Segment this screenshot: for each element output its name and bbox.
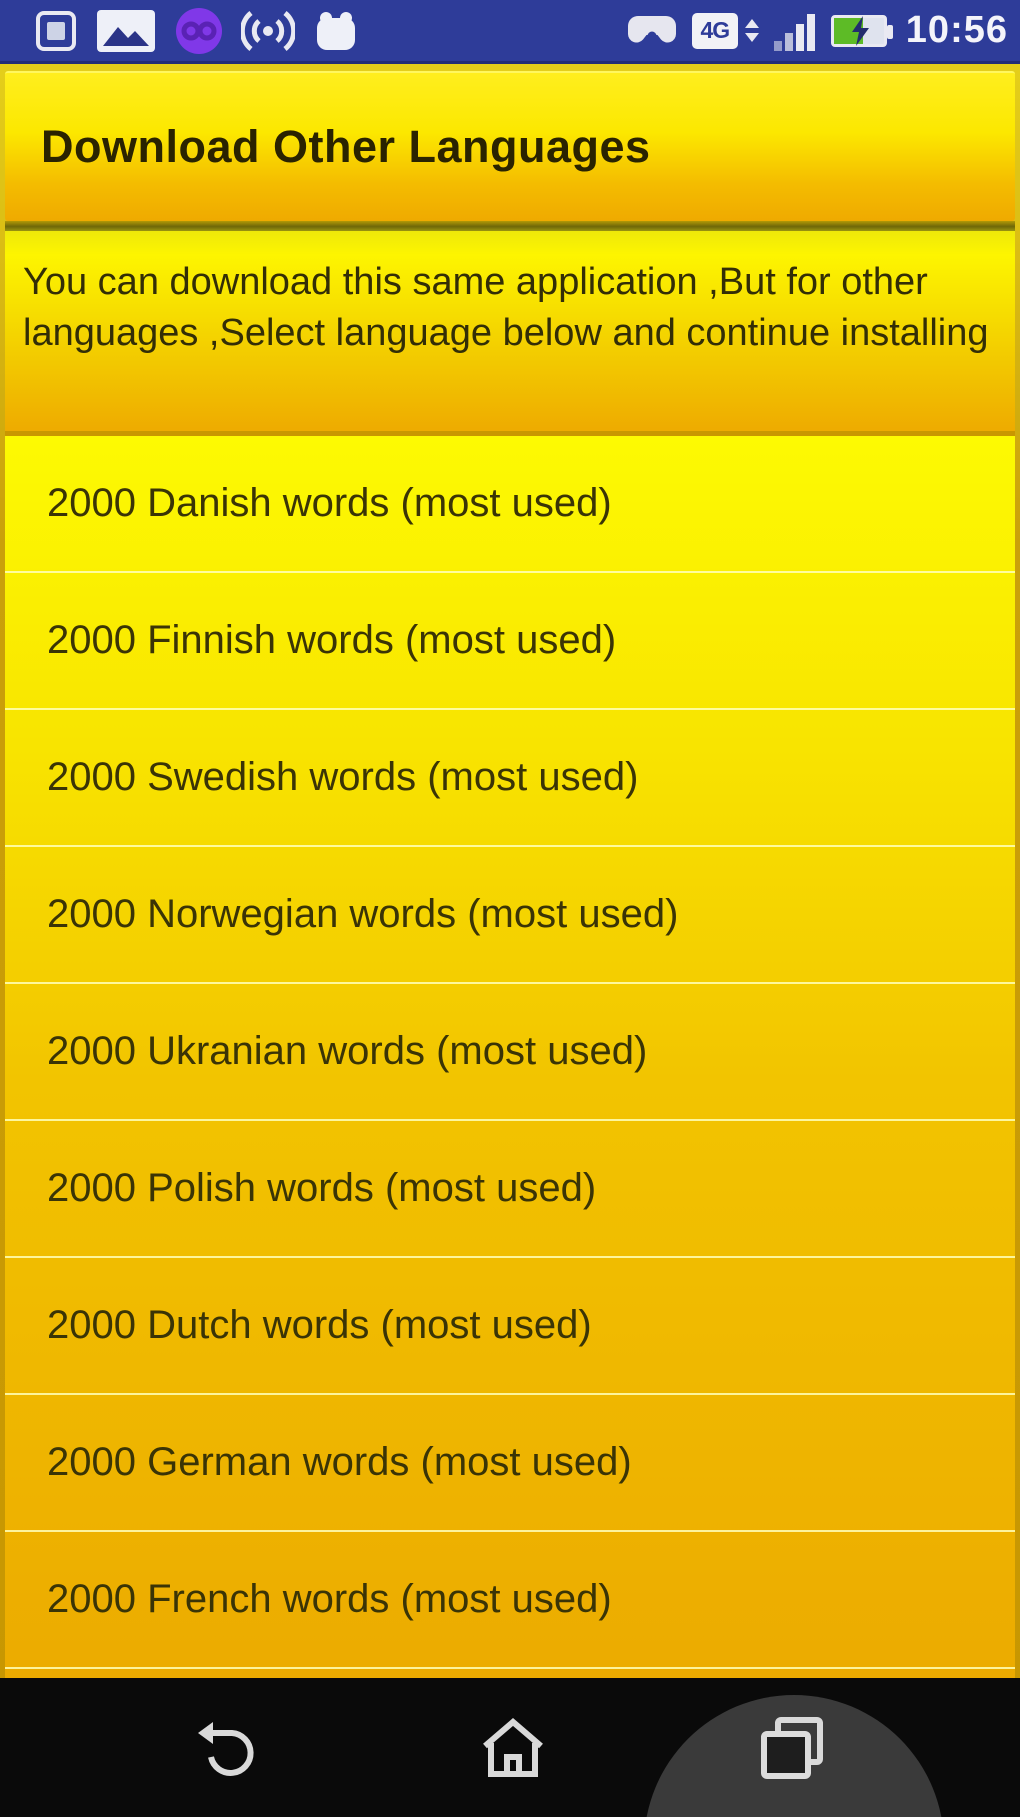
hotspot-icon xyxy=(241,8,295,54)
language-list-item[interactable] xyxy=(5,710,1015,847)
language-label: 2000 Dutch words (most used) xyxy=(47,1303,592,1347)
language-list-item[interactable] xyxy=(5,436,1015,573)
divider xyxy=(5,221,1015,231)
language-label: 2000 German words (most used) xyxy=(47,1440,632,1484)
language-label: 2000 Swedish words (most used) xyxy=(47,755,639,799)
gallery-icon xyxy=(95,8,157,54)
recents-icon xyxy=(756,1714,828,1782)
purple-app-icon xyxy=(174,6,224,56)
language-list-item[interactable] xyxy=(5,1121,1015,1258)
language-list-item[interactable] xyxy=(5,984,1015,1121)
screenshot-icon xyxy=(34,9,78,53)
home-button[interactable] xyxy=(463,1678,563,1817)
gamepad-icon xyxy=(625,13,679,49)
title-bar xyxy=(5,71,1015,221)
language-list-item[interactable] xyxy=(5,1258,1015,1395)
language-list-item[interactable] xyxy=(5,573,1015,710)
back-button[interactable] xyxy=(178,1678,278,1817)
recents-button[interactable] xyxy=(742,1678,842,1817)
language-label: 2000 Polish words (most used) xyxy=(47,1166,597,1210)
navigation-bar xyxy=(0,1678,1020,1817)
back-icon xyxy=(196,1716,260,1780)
clock: 10:56 xyxy=(905,9,1008,51)
battery-charging-icon xyxy=(831,15,887,47)
system-status-icons xyxy=(625,9,1020,52)
network-4g-badge: 4G xyxy=(692,13,738,49)
description-text: You can download this same application ,But for other languages ,Select language below and continue installing xyxy=(23,261,989,354)
language-list-item[interactable] xyxy=(5,847,1015,984)
home-icon xyxy=(479,1716,547,1780)
robot-app-icon xyxy=(312,8,360,54)
language-label: 2000 Danish words (most used) xyxy=(47,481,612,525)
data-arrows-icon xyxy=(745,19,759,42)
language-label: 2000 Finnish words (most used) xyxy=(47,618,617,662)
notification-icons xyxy=(0,6,360,56)
language-list-item[interactable] xyxy=(5,1395,1015,1532)
language-label: 2000 French words (most used) xyxy=(47,1577,612,1621)
page-title: Download Other Languages xyxy=(41,121,651,172)
signal-strength-icon xyxy=(772,10,818,52)
language-label: 2000 Norwegian words (most used) xyxy=(47,892,679,936)
description-box xyxy=(5,231,1015,431)
language-list-item[interactable] xyxy=(5,1532,1015,1669)
language-label: 2000 Ukranian words (most used) xyxy=(47,1029,648,1073)
status-bar xyxy=(0,0,1020,64)
language-list xyxy=(5,436,1015,1678)
